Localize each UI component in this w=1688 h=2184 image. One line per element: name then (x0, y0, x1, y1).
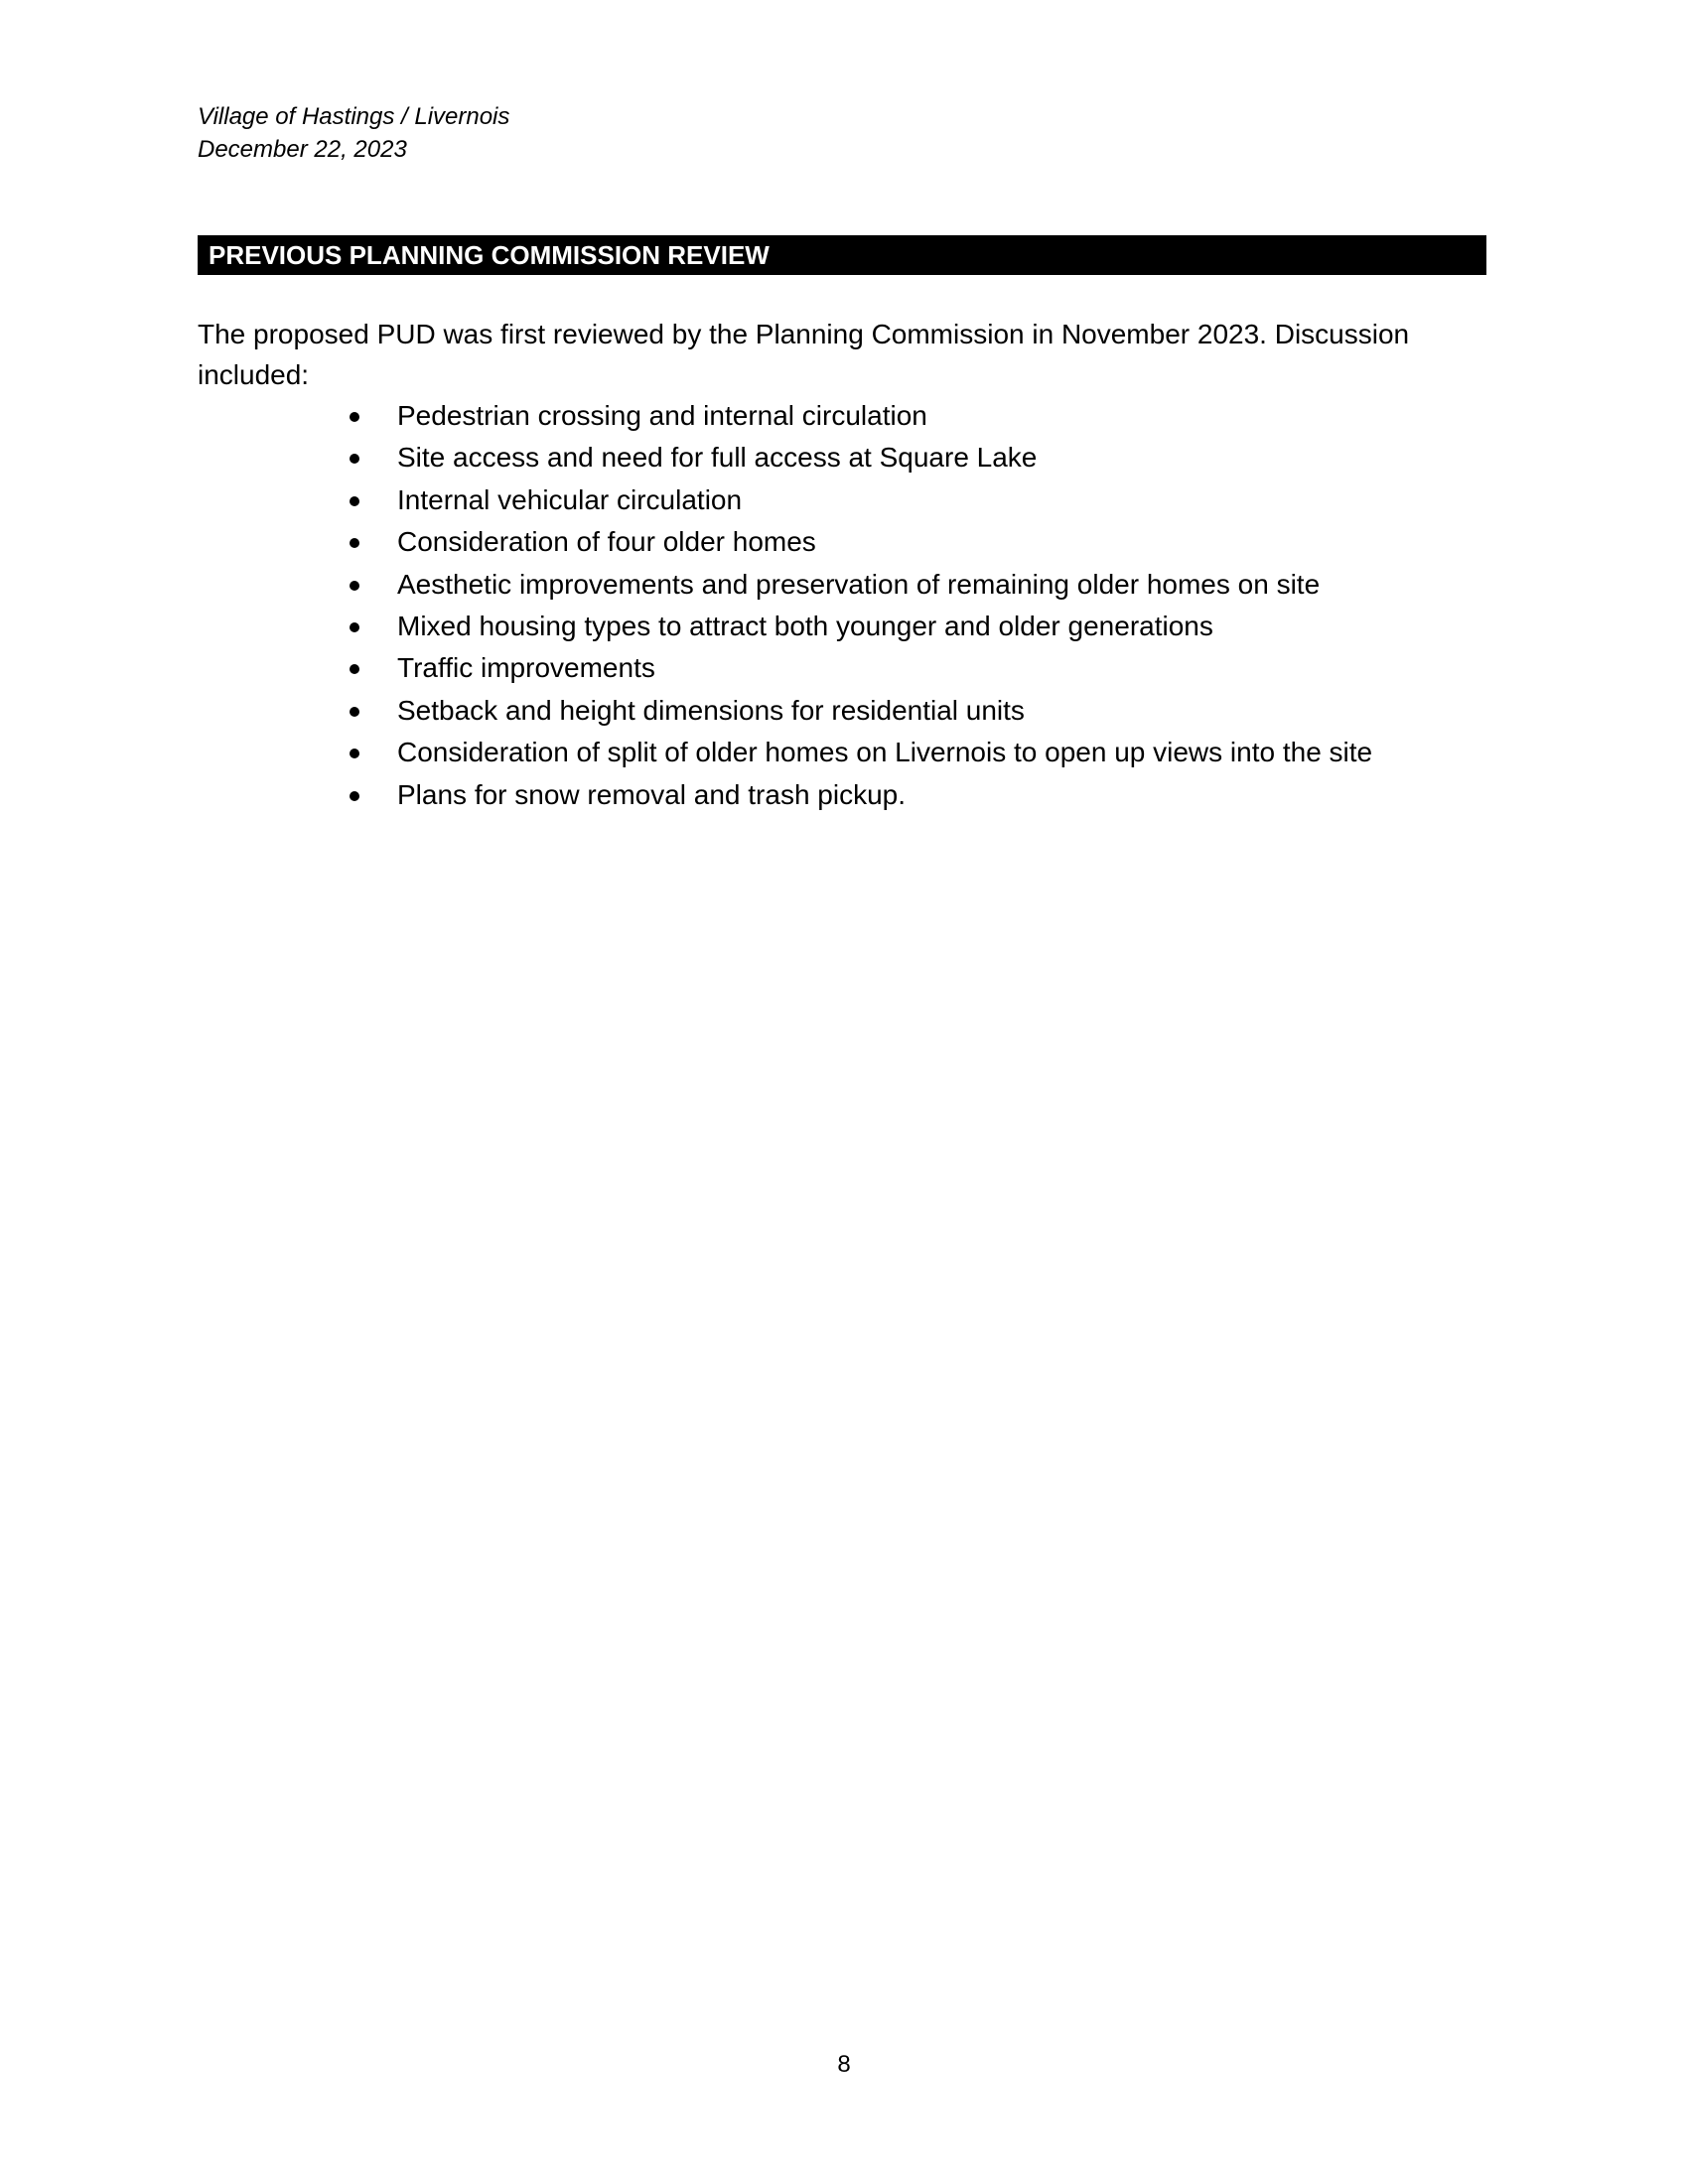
list-item-text: Consideration of four older homes (397, 526, 816, 558)
list-item-text: Pedestrian crossing and internal circulation (397, 400, 927, 431)
bullet-icon (350, 791, 359, 801)
list-item-text: Setback and height dimensions for residential units (397, 694, 1025, 726)
intro-paragraph: The proposed PUD was first reviewed by the Planning Commission in November 2023. Discussion included: (198, 319, 1410, 390)
header-project-name: Village of Hastings / Livernois (198, 103, 510, 130)
bullet-icon (350, 496, 359, 506)
list-item (198, 479, 1488, 521)
list-item-text: Traffic improvements (397, 652, 655, 684)
list-item-text: Site access and need for full access at Square Lake (397, 442, 1038, 474)
bullet-icon (350, 707, 359, 717)
section-heading: PREVIOUS PLANNING COMMISSION REVIEW (209, 240, 770, 270)
list-item-text: Consideration of split of older homes on Livernois to open up views into the site (397, 737, 1373, 768)
list-item-text: Mixed housing types to attract both younger and older generations (397, 610, 1213, 641)
list-item (198, 774, 1488, 816)
bullet-icon (350, 581, 359, 591)
list-item (198, 732, 1488, 773)
list-item (198, 521, 1488, 563)
list-item (198, 647, 1488, 689)
header-date: December 22, 2023 (198, 136, 407, 163)
bullet-icon (350, 749, 359, 758)
bullet-icon (350, 622, 359, 632)
section-heading-bar (198, 235, 1486, 275)
bullet-icon (350, 454, 359, 464)
running-header (198, 100, 509, 166)
bullet-icon (350, 412, 359, 422)
list-item (198, 564, 1488, 606)
bullet-icon (350, 538, 359, 548)
list-item-text: Plans for snow removal and trash pickup. (397, 778, 907, 810)
list-item-text: Aesthetic improvements and preservation of remaining older homes on site (397, 568, 1321, 600)
list-item (198, 437, 1488, 478)
list-item-text: Internal vehicular circulation (397, 483, 743, 515)
discussion-list (198, 395, 1488, 816)
bullet-icon (350, 664, 359, 674)
list-item (198, 606, 1488, 647)
list-item (198, 395, 1488, 437)
list-item (198, 690, 1488, 732)
page-number: 8 (837, 2051, 851, 2078)
